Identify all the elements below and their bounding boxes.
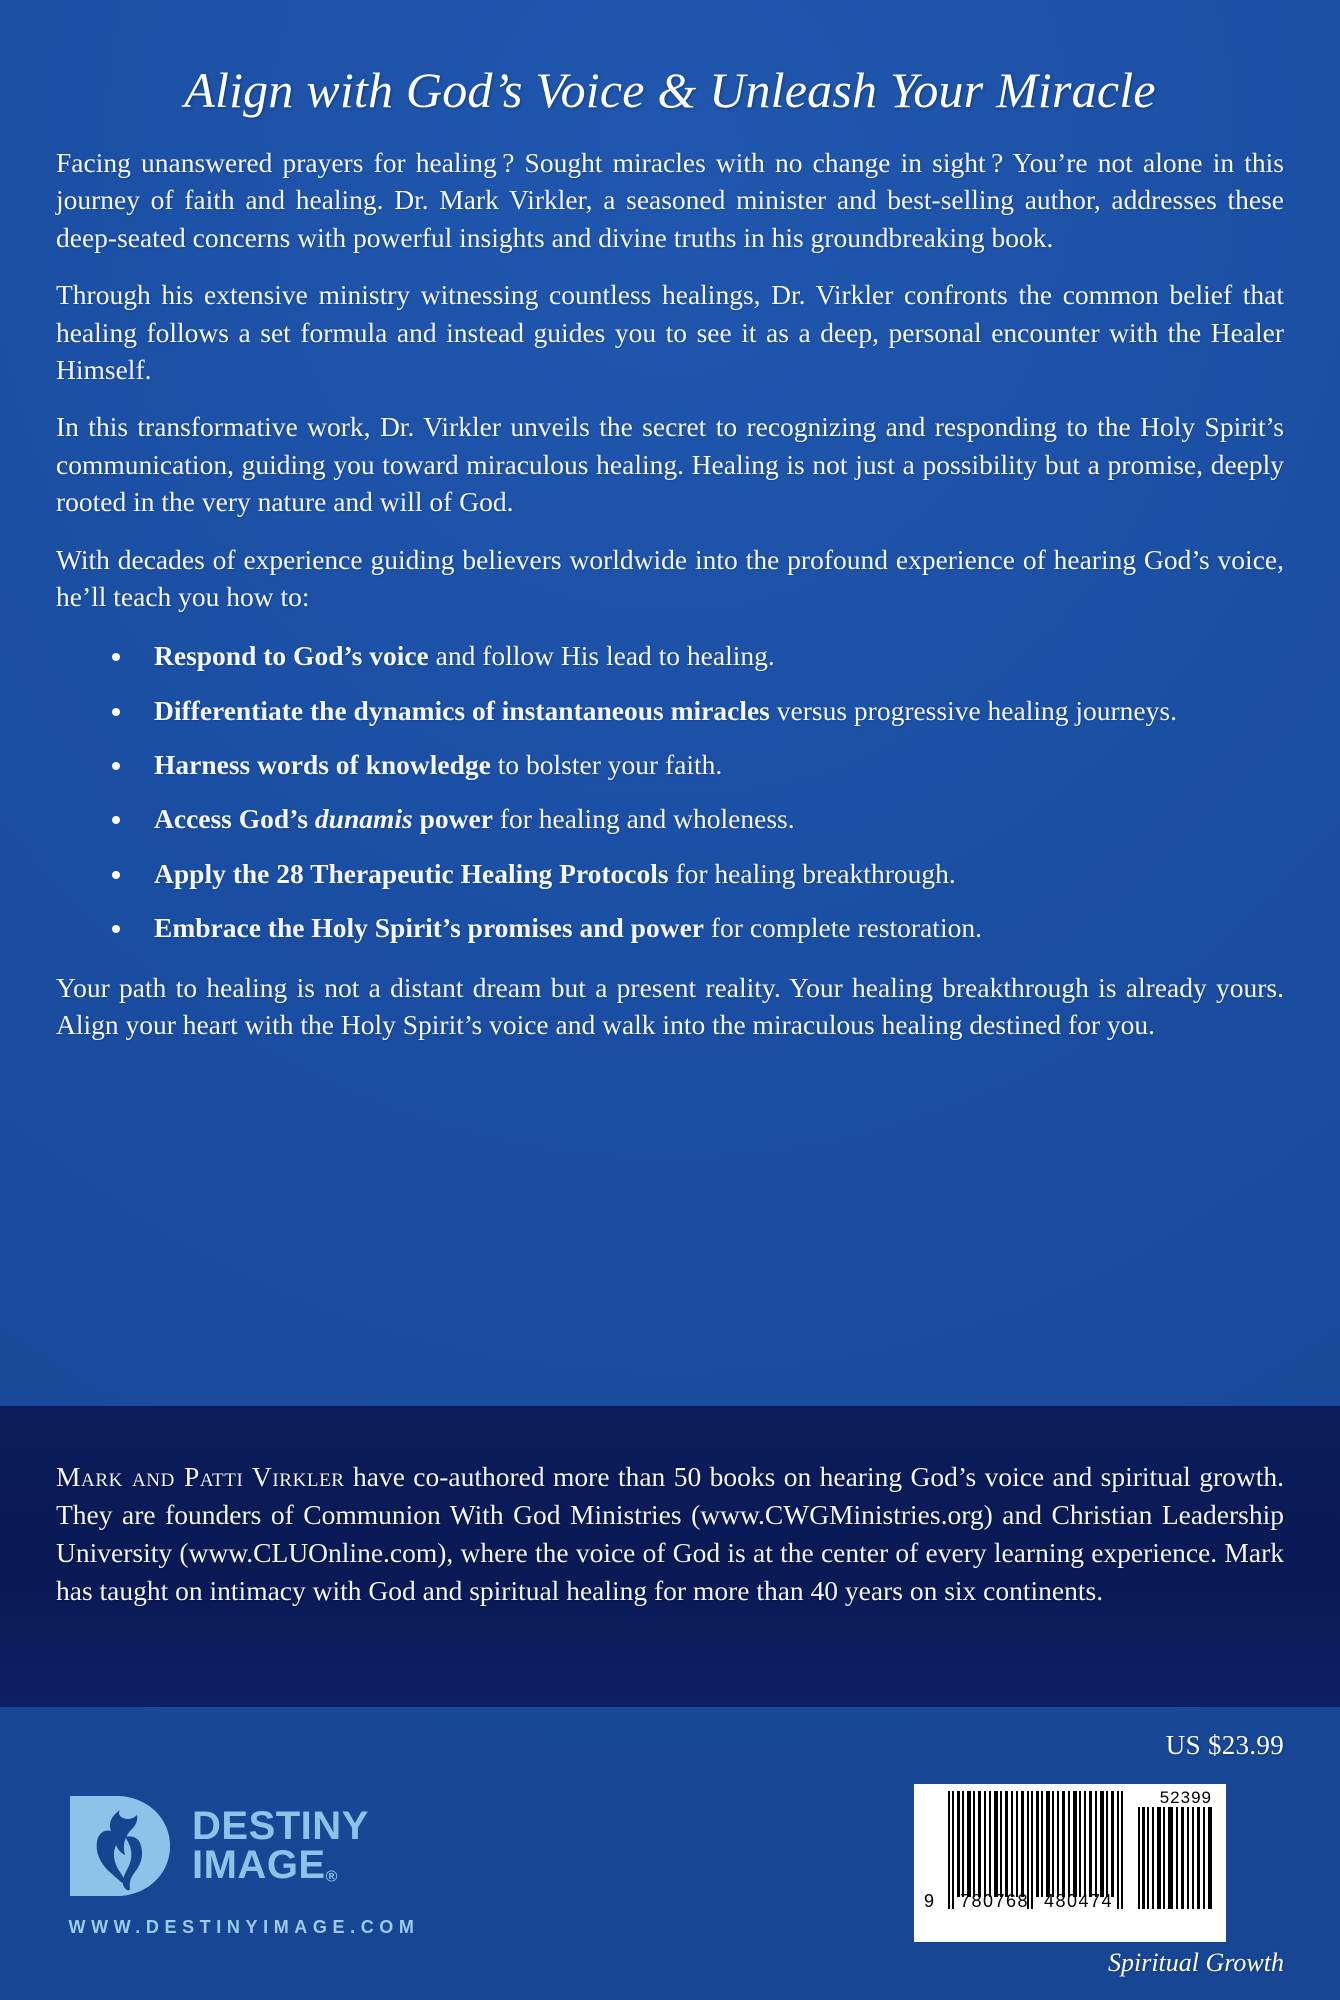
author-bio-text bbox=[56, 1458, 1284, 1610]
list-item-lead-pre: Access God’s bbox=[154, 803, 315, 835]
barcode-digit-group-2: 780768 bbox=[960, 1891, 1030, 1911]
list-item bbox=[108, 692, 1284, 729]
destiny-image-d-flame-icon bbox=[64, 1790, 176, 1902]
list-item bbox=[108, 800, 1284, 837]
publisher-name-line2: IMAGE bbox=[192, 1843, 326, 1887]
barcode-bars bbox=[948, 1791, 1124, 1897]
list-item-rest: to bolster your faith. bbox=[490, 749, 723, 781]
publisher-name-line1: DESTINY bbox=[192, 1803, 369, 1848]
list-item-lead-post: power bbox=[412, 803, 493, 835]
author-names: Mark and Patti Virkler bbox=[56, 1461, 345, 1492]
bullet-dot-icon bbox=[112, 708, 120, 716]
barcode-digit-group-3: 480474 bbox=[1044, 1891, 1114, 1911]
list-item-lead: Apply the 28 Therapeutic Healing Protocols bbox=[154, 857, 669, 889]
barcode-digit-group-1: 9 bbox=[924, 1891, 936, 1911]
closing-paragraph: Your path to healing is not a distant dream but a present reality. Your healing breakthrough is already yours. Align your heart with the Holy Spirit’s voice and walk into the miraculous healing destined for you. bbox=[56, 971, 1284, 1041]
list-item bbox=[108, 909, 1284, 946]
list-item bbox=[108, 855, 1284, 892]
bullet-dot-icon bbox=[112, 871, 120, 879]
bullet-dot-icon bbox=[112, 762, 120, 770]
publisher-website: WWW.DESTINYIMAGE.COM bbox=[68, 1917, 420, 1937]
registered-trademark-icon: ® bbox=[325, 1868, 338, 1886]
bullet-dot-icon bbox=[112, 816, 120, 824]
list-item-lead: Respond to God’s voice bbox=[154, 640, 429, 672]
author-bio-panel bbox=[0, 1406, 1340, 1707]
barcode-addon-number: 52399 bbox=[1159, 1788, 1212, 1807]
benefits-list bbox=[56, 637, 1284, 946]
blurb-section bbox=[56, 62, 1284, 1043]
list-item-rest: for complete restoration. bbox=[704, 912, 982, 944]
publisher-logo bbox=[64, 1790, 484, 1938]
genre-label: Spiritual Growth bbox=[1107, 1948, 1284, 1977]
barcode bbox=[914, 1784, 1226, 1942]
blurb-paragraph-2: Through his extensive ministry witnessing countless healings, Dr. Virkler confronts the common belief that healing follows a set formula and instead guides you to see it as a deep, personal encounter with the Healer Himself. bbox=[56, 279, 1284, 385]
blurb-paragraph-4: With decades of experience guiding believers worldwide into the profound experience of hearing God’s voice, he’ll teach you how to: bbox=[56, 543, 1284, 612]
author-bio-body: have co-authored more than 50 books on hearing God’s voice and spiritual growth. They are founders of Communion With God Ministries (www.CWGMinistries.org) and Christian Leadership University (www.CLUOnline.com), where the voice of God is at the center of every learning experience. Mark has taught on intimacy with God and spiritual healing for more than 40 years on six continents. bbox=[56, 1461, 1284, 1606]
bullet-dot-icon bbox=[112, 653, 120, 661]
price-label: US $23.99 bbox=[1165, 1730, 1284, 1760]
list-item-rest: for healing breakthrough. bbox=[668, 857, 956, 889]
list-item-rest: for healing and wholeness. bbox=[492, 803, 795, 835]
list-item-lead: Embrace the Holy Spirit’s promises and power bbox=[154, 912, 704, 944]
barcode-addon-bars bbox=[1138, 1807, 1216, 1909]
list-item-lead: Differentiate the dynamics of instantaneous miracles bbox=[154, 694, 770, 726]
list-item-rest: and follow His lead to healing. bbox=[428, 640, 775, 672]
list-item bbox=[108, 637, 1284, 674]
publisher-wordmark bbox=[192, 1803, 369, 1887]
bullet-dot-icon bbox=[112, 925, 120, 933]
page-title: Align with God’s Voice & Unleash Your Miracle bbox=[184, 62, 1156, 118]
list-item bbox=[108, 746, 1284, 783]
list-item-rest: versus progressive healing journeys. bbox=[769, 694, 1177, 726]
blurb-paragraph-1: Facing unanswered prayers for healing ? Sought miracles with no change in sight ? You’re not alone in this journey of faith and healing. Dr. Mark Virkler, a seasoned minister and best-selling author, addresses these deep-seated concerns with powerful insights and divine truths in his groundbreaking book. bbox=[56, 147, 1284, 253]
blurb-paragraph-3: In this transformative work, Dr. Virkler unveils the secret to recognizing and responding to the Holy Spirit’s communication, guiding you toward miraculous healing. Healing is not just a possibility but a promise, deeply rooted in the very nature and will of God. bbox=[56, 411, 1284, 518]
list-item-lead-italic: dunamis bbox=[314, 803, 413, 835]
list-item-lead: Harness words of knowledge bbox=[154, 749, 491, 781]
